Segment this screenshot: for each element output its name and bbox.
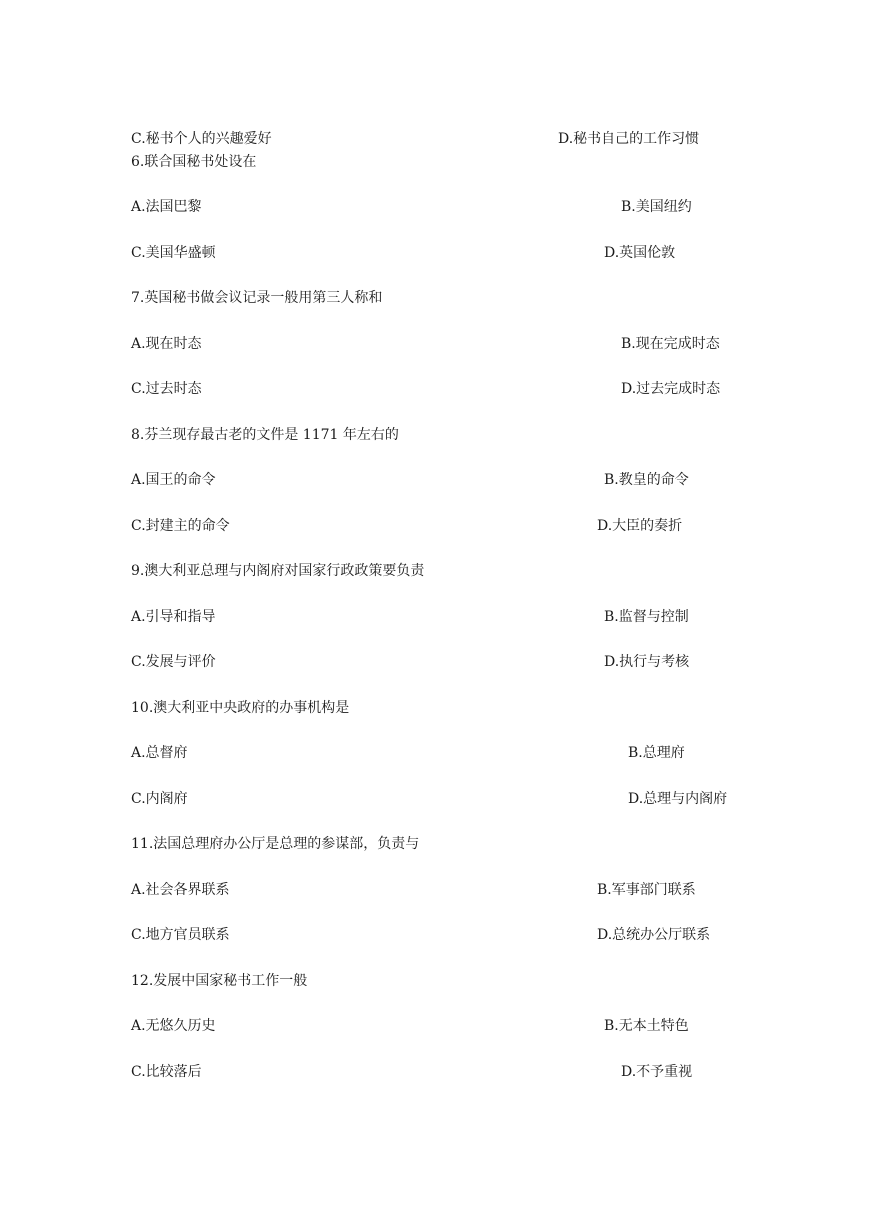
q9-option-d: D.执行与考核 <box>604 654 690 670</box>
q8-option-a: A.国王的命令 <box>131 472 216 488</box>
q8-stem: 8.芬兰现存最古老的文件是 1171 年左右的 <box>131 427 399 443</box>
q5-option-c: C.秘书个人的兴趣爱好 <box>131 131 272 147</box>
q12-option-c: C.比较落后 <box>131 1064 202 1080</box>
q12-option-a: A.无悠久历史 <box>131 1018 216 1034</box>
q11-option-d: D.总统办公厅联系 <box>597 927 711 943</box>
q8-option-c: C.封建主的命令 <box>131 518 230 534</box>
q10-stem: 10.澳大利亚中央政府的办事机构是 <box>131 700 350 716</box>
q12-option-b: B.无本土特色 <box>604 1018 689 1034</box>
q12-stem: 12.发展中国家秘书工作一般 <box>131 973 308 989</box>
q9-stem: 9.澳大利亚总理与内阁府对国家行政政策要负责 <box>131 563 425 579</box>
q7-option-b: B.现在完成时态 <box>621 336 720 352</box>
q7-option-c: C.过去时态 <box>131 381 202 397</box>
q9-option-c: C.发展与评价 <box>131 654 216 670</box>
q10-option-d: D.总理与内阁府 <box>628 791 728 807</box>
q7-stem: 7.英国秘书做会议记录一般用第三人称和 <box>131 290 383 306</box>
q9-option-a: A.引导和指导 <box>131 609 216 625</box>
q9-option-b: B.监督与控制 <box>604 609 689 625</box>
q11-option-a: A.社会各界联系 <box>131 882 230 898</box>
q7-option-a: A.现在时态 <box>131 336 202 352</box>
q7-option-d: D.过去完成时态 <box>621 381 721 397</box>
q10-option-c: C.内阁府 <box>131 791 188 807</box>
q6-option-b: B.美国纽约 <box>621 199 692 215</box>
q8-option-b: B.教皇的命令 <box>604 472 689 488</box>
q11-option-c: C.地方官员联系 <box>131 927 230 943</box>
q8-option-d: D.大臣的奏折 <box>597 518 683 534</box>
q6-option-a: A.法国巴黎 <box>131 199 202 215</box>
q12-option-d: D.不予重视 <box>621 1064 693 1080</box>
q6-option-c: C.美国华盛顿 <box>131 245 216 261</box>
q6-option-d: D.英国伦敦 <box>604 245 676 261</box>
q10-option-a: A.总督府 <box>131 745 188 761</box>
q10-option-b: B.总理府 <box>628 745 685 761</box>
q11-stem: 11.法国总理府办公厅是总理的参谋部，负责与 <box>131 836 420 852</box>
q11-option-b: B.军事部门联系 <box>597 882 696 898</box>
q5-option-d: D.秘书自己的工作习惯 <box>558 131 700 147</box>
q6-stem: 6.联合国秘书处设在 <box>131 154 257 170</box>
